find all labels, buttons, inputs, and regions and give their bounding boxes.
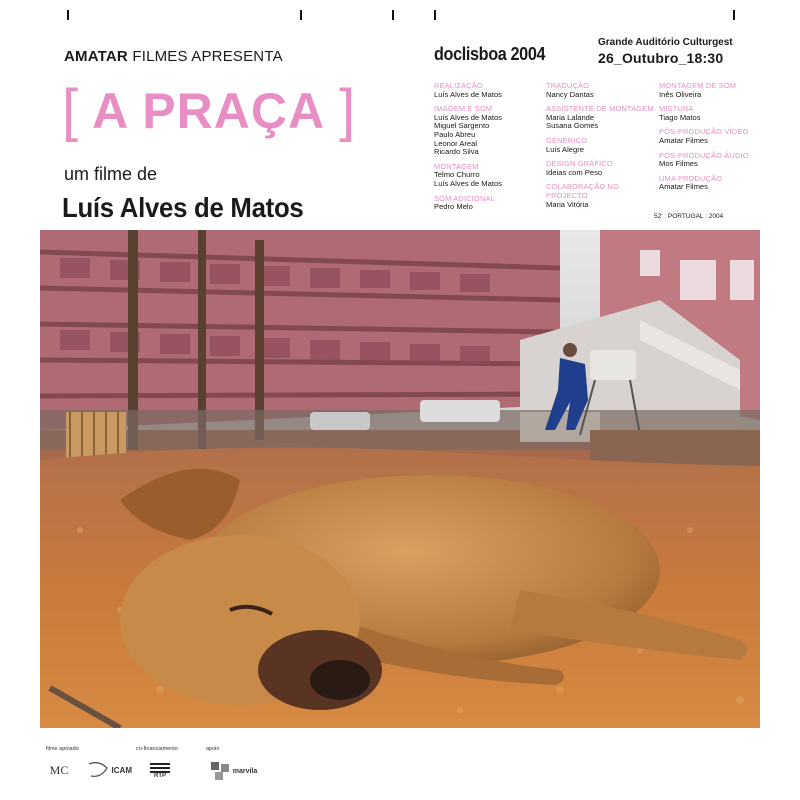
film-title: [62, 78, 355, 144]
credit-role: IMAGEM E SOM: [434, 104, 493, 114]
mc-logo-text: MC: [49, 762, 69, 777]
credit-role: MONTAGEM DE SOM: [659, 81, 737, 90]
footer-label-supported: filme apoiado: [46, 746, 79, 752]
footer-label-cofinance: co-financiamento: [136, 746, 178, 752]
credit-role: MISTURA: [659, 104, 694, 114]
credit-entry: [546, 105, 658, 131]
credit-name: Luís Alves de Matos: [434, 112, 502, 122]
credit-entry: [659, 128, 771, 145]
credit-name: Ricardo Silva: [434, 147, 479, 157]
credit-role: REALIZAÇÃO: [434, 81, 483, 90]
rtp-logo-text: RTP: [154, 773, 166, 779]
icam-logo-text: ICAM: [111, 765, 132, 775]
screening-datetime: 26_Outubro_18:30: [598, 50, 724, 66]
credit-name: Ideias com Peso: [546, 167, 603, 177]
crop-mark: [300, 10, 302, 20]
photo-illustration: [40, 230, 760, 728]
credit-role: DESIGN GRÁFICO: [546, 159, 613, 169]
presenter-rest: FILMES APRESENTA: [127, 48, 283, 65]
credit-name: Luís Alves de Matos: [434, 89, 502, 99]
credit-entry: [546, 160, 658, 177]
credit-entry: [659, 82, 771, 99]
credit-entry: [546, 137, 658, 154]
credit-entry: [546, 183, 658, 209]
credit-name: Telmo Churro: [434, 170, 480, 180]
crop-mark: [434, 10, 436, 20]
credit-role: SOM ADICIONAL: [434, 193, 495, 203]
credit-entry: [659, 175, 771, 192]
credit-name: Maria Vitória: [546, 199, 589, 209]
credit-name: Maria Lalande: [546, 112, 595, 122]
credits-column-2: [546, 82, 658, 215]
credit-name: Nancy Dantas: [546, 89, 594, 99]
festival-name: doclisboa 2004: [434, 44, 546, 64]
credit-role: TRADUÇÃO: [546, 81, 590, 90]
credit-name: Pedro Melo: [434, 202, 473, 212]
credits-column-3: [659, 82, 771, 198]
bracket-close: ]: [339, 78, 356, 143]
credit-entry: [434, 105, 546, 157]
credit-name: Inês Oliveira: [659, 89, 702, 99]
rtp-stripes-icon: [150, 763, 170, 773]
credit-name: Amatar Filmes: [659, 135, 708, 145]
icam-swirl-icon: [87, 760, 109, 780]
credit-role: GENÉRICO: [546, 135, 588, 145]
title-text: A PRAÇA: [92, 83, 326, 139]
credit-name: Leonor Areal: [434, 138, 478, 148]
credit-role: PÓS-PRODUÇÃO VÍDEO: [659, 127, 749, 137]
byline: um filme de: [64, 164, 158, 184]
icam-logo: [80, 758, 132, 782]
credit-entry: [434, 82, 546, 99]
credit-role: UMA PRODUÇÃO: [659, 173, 723, 183]
presenter-line: [64, 48, 283, 65]
credit-name: Susana Gomes: [546, 121, 599, 131]
credit-entry: [434, 195, 546, 212]
credit-name: Luís Alves de Matos: [434, 178, 502, 188]
credit-entry: [659, 152, 771, 169]
footer-label-support: apoio: [206, 746, 220, 752]
marvila-logo: [206, 760, 262, 782]
crop-mark: [733, 10, 735, 20]
credit-name: Miguel Sargento: [434, 121, 490, 131]
credits-column-1: [434, 82, 546, 218]
credit-name: Mos Filmes: [659, 159, 698, 169]
presenter-name: AMATAR: [64, 48, 128, 65]
poster-photo: [40, 230, 760, 728]
film-meta: 52' : PORTUGAL : 2004: [654, 213, 724, 220]
marvila-squares-icon: [211, 762, 231, 780]
credit-name: Tiago Matos: [659, 112, 701, 122]
credit-entry: [434, 163, 546, 189]
director-name: Luís Alves de Matos: [62, 192, 304, 223]
credit-role: MONTAGEM: [434, 161, 479, 171]
credit-role: COLABORAÇÃO NO PROJECTO: [546, 182, 620, 200]
crop-mark: [67, 10, 69, 20]
credit-name: Luís Alegre: [546, 144, 584, 154]
crop-mark: [392, 10, 394, 20]
credit-name: Amatar Filmes: [659, 182, 708, 192]
rtp-logo: [146, 760, 174, 782]
credit-role: ASSISTENTE DE MONTAGEM: [546, 104, 654, 114]
marvila-logo-text: marvila: [232, 767, 258, 775]
venue: Grande Auditório Culturgest: [598, 37, 733, 48]
mc-logo: [44, 758, 74, 782]
credit-entry: [546, 82, 658, 99]
credit-entry: [659, 105, 771, 122]
bracket-open: [: [62, 78, 79, 143]
credit-role: PÓS-PRODUÇÃO ÁUDIO: [659, 150, 749, 160]
credit-name: Paulo Abreu: [434, 129, 476, 139]
